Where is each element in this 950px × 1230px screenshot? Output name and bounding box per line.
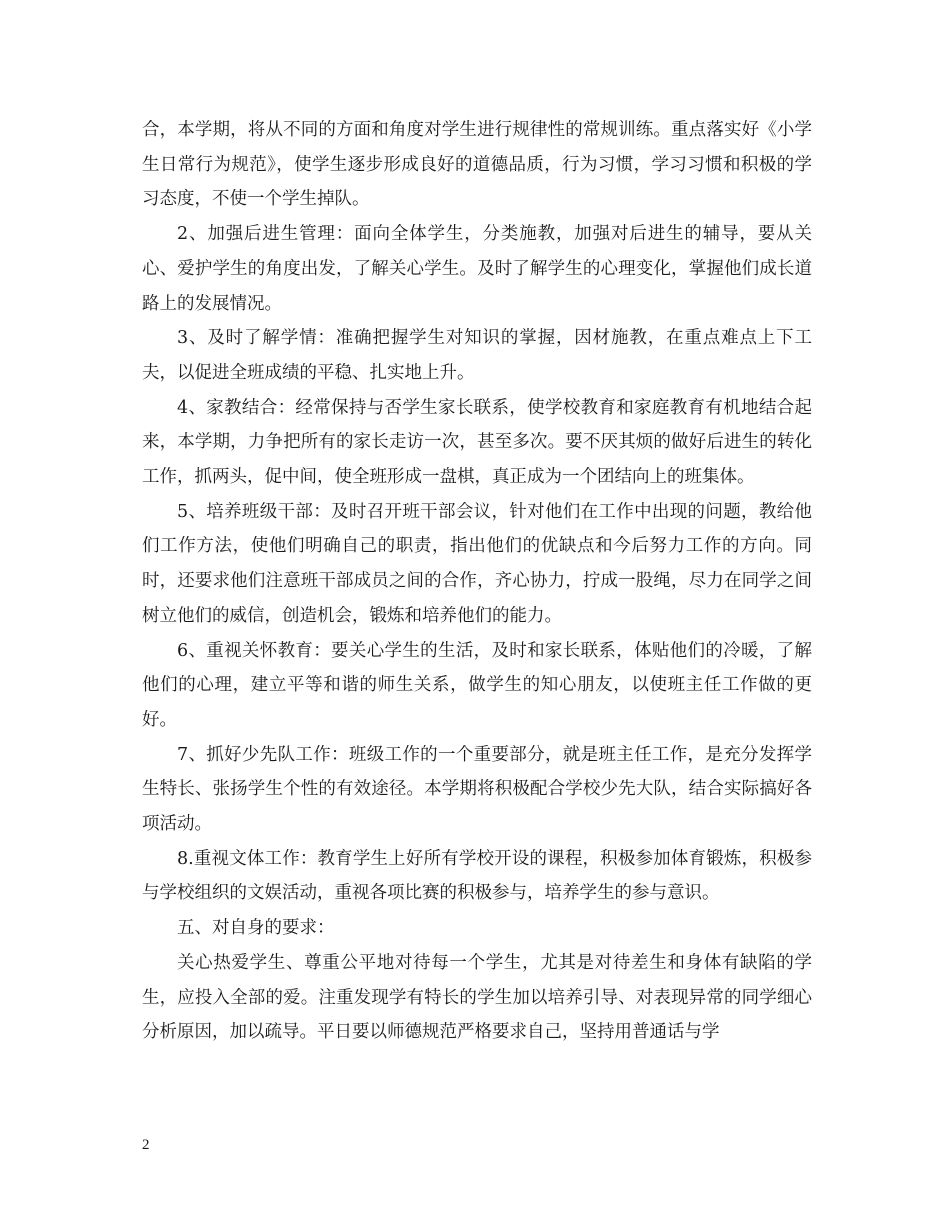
paragraph-item-2: 2、加强后进生管理：面向全体学生，分类施教，加强对后进生的辅导，要从关心、爱护学生的角度出发，了解关心学生。及时了解学生的心理变化，掌握他们成长道路上的发展情况。 bbox=[142, 224, 812, 314]
paragraph-item-3: 3、及时了解学情：准确把握学生对知识的掌握，因材施教，在重点难点上下工夫，以促进全班成绩的平稳、扎实地上升。 bbox=[142, 328, 812, 383]
document-body bbox=[142, 113, 812, 1050]
paragraph-item-7: 7、抓好少先队工作：班级工作的一个重要部分，就是班主任工作，是充分发挥学生特长、张扬学生个性的有效途径。本学期将积极配合学校少先大队，结合实际搞好各项活动。 bbox=[142, 744, 812, 835]
page-number: 2 bbox=[142, 1137, 150, 1153]
paragraph-item-6: 6、重视关怀教育：要关心学生的生活，及时和家长联系，体贴他们的冷暖，了解他们的心理，建立平等和谐的师生关系，做学生的知心朋友，以使班主任工作做的更好。 bbox=[142, 640, 812, 730]
paragraph-item-4: 4、家教结合：经常保持与否学生家长联系，使学校教育和家庭教育有机地结合起来，本学期，力争把所有的家长走访一次，甚至多次。要不厌其烦的做好后进生的转化工作，抓两头，促中间，使全班形成一盘棋，真正成为一个团结向上的班集体。 bbox=[142, 397, 812, 488]
section-heading-5: 五、对自身的要求： bbox=[177, 918, 335, 939]
paragraph-item-5: 5、培养班级干部：及时召开班干部会议，针对他们在工作中出现的问题，教给他们工作方法，使他们明确自己的职责，指出他们的优缺点和今后努力工作的方向。同时，还要求他们注意班干部成员之间的合作，齐心协力，拧成一股绳，尽力在同学之间树立他们的威信，创造机会，锻炼和培养他们的能力。 bbox=[142, 501, 812, 626]
paragraph-self-requirements: 关心热爱学生、尊重公平地对待每一个学生，尤其是对待差生和身体有缺陷的学生，应投入全部的爱。注重发现学有特长的学生加以培养引导、对表现异常的同学细心分析原因，加以疏导。平日要以师德规范严格要求自己，坚持用普通话与学 bbox=[142, 952, 812, 1043]
paragraph-item-8: 8.重视文体工作：教育学生上好所有学校开设的课程，积极参加体育锻炼，积极参与学校组织的文娱活动，重视各项比赛的积极参与，培养学生的参与意识。 bbox=[142, 848, 812, 904]
paragraph-continuation: 合，本学期，将从不同的方面和角度对学生进行规律性的常规训练。重点落实好《小学生日常行为规范》，使学生逐步形成良好的道德品质，行为习惯，学习习惯和积极的学习态度，不使一个学生掉队。 bbox=[142, 120, 812, 210]
